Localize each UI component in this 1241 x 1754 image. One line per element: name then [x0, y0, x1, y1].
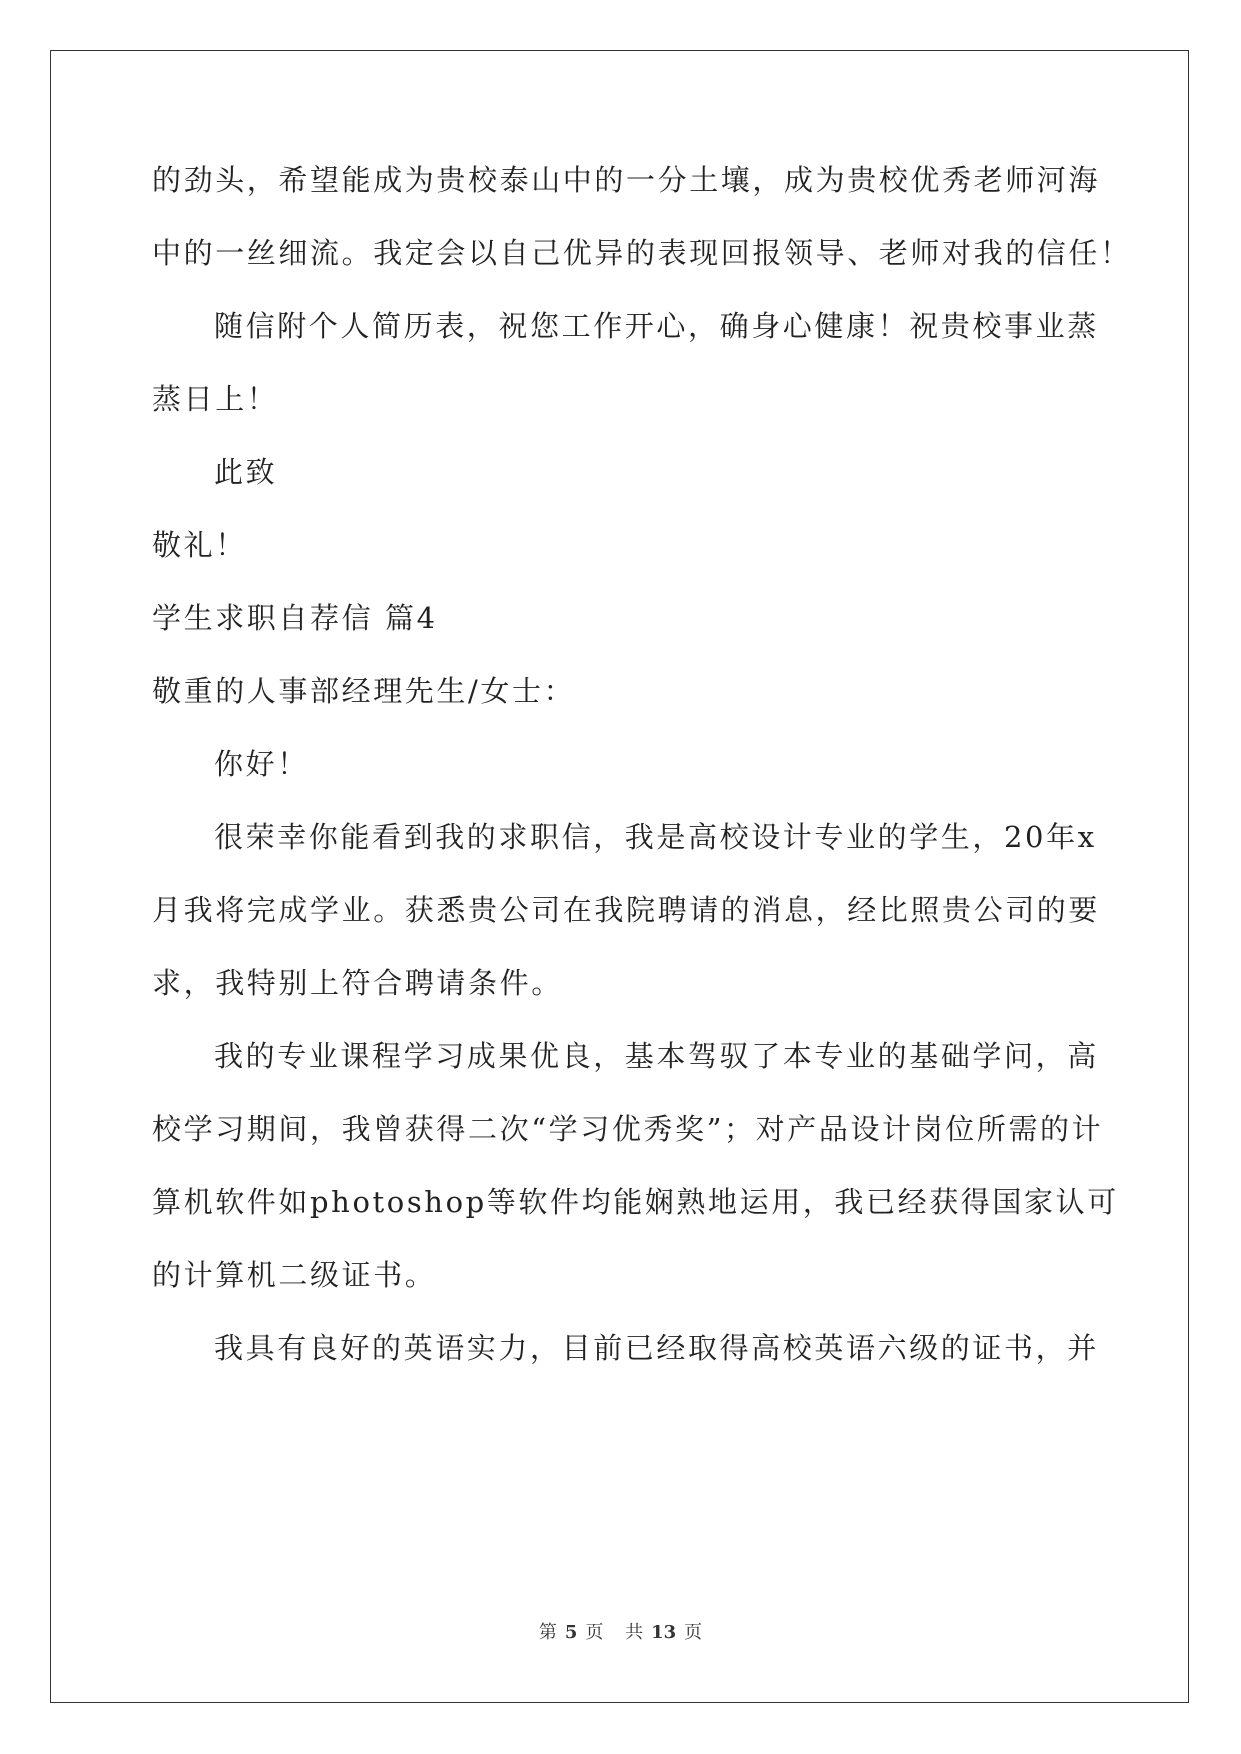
greeting-line: 敬重的人事部经理先生/女士： — [152, 674, 576, 708]
text-line: 的劲头，希望能成为贵校泰山中的一分土壤，成为贵校优秀老师河海 — [152, 163, 1101, 197]
text-line: 蒸日上！ — [152, 382, 279, 416]
paragraph-start: 我具有良好的英语实力，目前已经取得高校英语六级的证书，并 — [214, 1331, 1099, 1365]
total-count: 13 — [651, 1622, 677, 1643]
greeting-hello: 你好！ — [214, 747, 309, 781]
paragraph-start: 很荣幸你能看到我的求职信，我是高校设计专业的学生，20年x — [214, 820, 1097, 854]
closing-phrase: 此致 — [214, 455, 278, 489]
paragraph-start: 我的专业课程学习成果优良，基本驾驭了本专业的基础学问，高 — [214, 1039, 1099, 1073]
paragraph-start: 随信附个人简历表，祝您工作开心，确身心健康！祝贵校事业蒸 — [214, 309, 1099, 343]
text-line: 求，我特别上符合聘请条件。 — [152, 966, 563, 1000]
section-heading: 学生求职自荐信 篇4 — [152, 601, 438, 635]
page-footer — [0, 1618, 1241, 1644]
text-line: 月我将完成学业。获悉贵公司在我院聘请的消息，经比照贵公司的要 — [152, 893, 1101, 927]
text-line: 中的一丝细流。我定会以自己优异的表现回报领导、老师对我的信任！ — [152, 236, 1132, 270]
page-label-prefix: 第 — [538, 1622, 557, 1643]
page-number — [535, 1622, 608, 1643]
page-total — [621, 1622, 706, 1643]
text-line: 校学习期间，我曾获得二次“学习优秀奖”；对产品设计岗位所需的计 — [152, 1112, 1104, 1146]
page-current: 5 — [564, 1622, 578, 1643]
total-label-suffix: 页 — [684, 1622, 703, 1643]
total-label-prefix: 共 — [625, 1622, 644, 1643]
page-label-suffix: 页 — [585, 1622, 604, 1643]
text-line: 算机软件如photoshop等软件均能娴熟地运用，我已经获得国家认可 — [152, 1185, 1119, 1219]
text-line: 的计算机二级证书。 — [152, 1258, 437, 1292]
salutation-closing: 敬礼！ — [152, 528, 247, 562]
page-border — [50, 50, 1189, 1703]
